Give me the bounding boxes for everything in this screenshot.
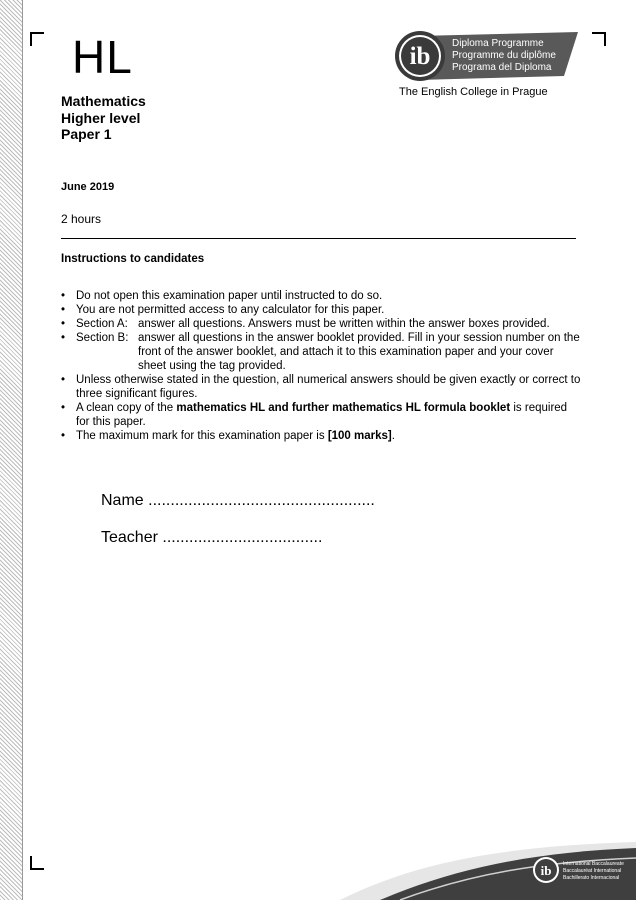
instruction-item: • Section A: answer all questions. Answers must be written within the answer boxes provided. [61,317,581,331]
subject-line: Higher level [61,109,141,126]
section-label: • Section B: [76,332,129,344]
teacher-label: Teacher [101,529,158,546]
logo-line: Programme du diplôme [452,50,556,61]
instruction-item: • The maximum mark for this examination paper is [100 marks]. [61,429,581,443]
ib-footer-logo-icon [340,838,636,900]
level-heading: HL [72,31,133,83]
footer-logo-line: Baccalauréat International [563,868,622,874]
instruction-item: • Do not open this examination paper until instructed to do so. [61,289,581,303]
exam-duration: 2 hours [61,212,102,226]
instructions-title: Instructions to candidates [61,253,205,265]
college-name: The English College in Prague [399,86,548,98]
crop-mark-top-left [30,32,44,46]
name-label: Name [101,492,144,509]
binding-margin-pattern [0,0,23,900]
instruction-item: • Section B: answer all questions in the answer booklet provided. Fill in your session number on the front of the answer booklet, and attach it to this examination paper and your cover sheet using the tag provided. [61,331,581,373]
subject-line: Paper 1 [61,126,112,142]
instruction-item: • Unless otherwise stated in the question, all numerical answers should be given exactly or correct to three significant figures. [61,373,581,401]
instruction-item: • You are not permitted access to any calculator for this paper. [61,303,581,317]
teacher-field[interactable] [101,529,322,547]
instruction-item: • A clean copy of the mathematics HL and further mathematics HL formula booklet is required for this paper. [61,401,581,429]
instructions-list [61,289,581,443]
crop-mark-top-right [592,32,606,46]
subject-block [61,93,146,143]
footer-logo-mark: ib [540,863,552,878]
ib-logo-icon [394,30,578,82]
logo-line: Diploma Programme [452,38,544,49]
logo-line: Programa del Diploma [452,62,552,73]
name-blank[interactable]: ................................................... [148,492,375,509]
divider [61,238,576,239]
ib-logo-mark: ib [409,43,431,70]
name-field[interactable] [101,492,375,510]
crop-mark-bottom-left [30,856,44,870]
teacher-blank[interactable]: .................................... [162,529,323,546]
footer-logo-line: International Baccalaureate [563,861,624,867]
section-label: • Section A: [76,318,128,330]
footer-logo-line: Bachillerato Internacional [563,875,620,881]
exam-date: June 2019 [61,181,115,193]
subject-line: Mathematics [61,93,146,109]
